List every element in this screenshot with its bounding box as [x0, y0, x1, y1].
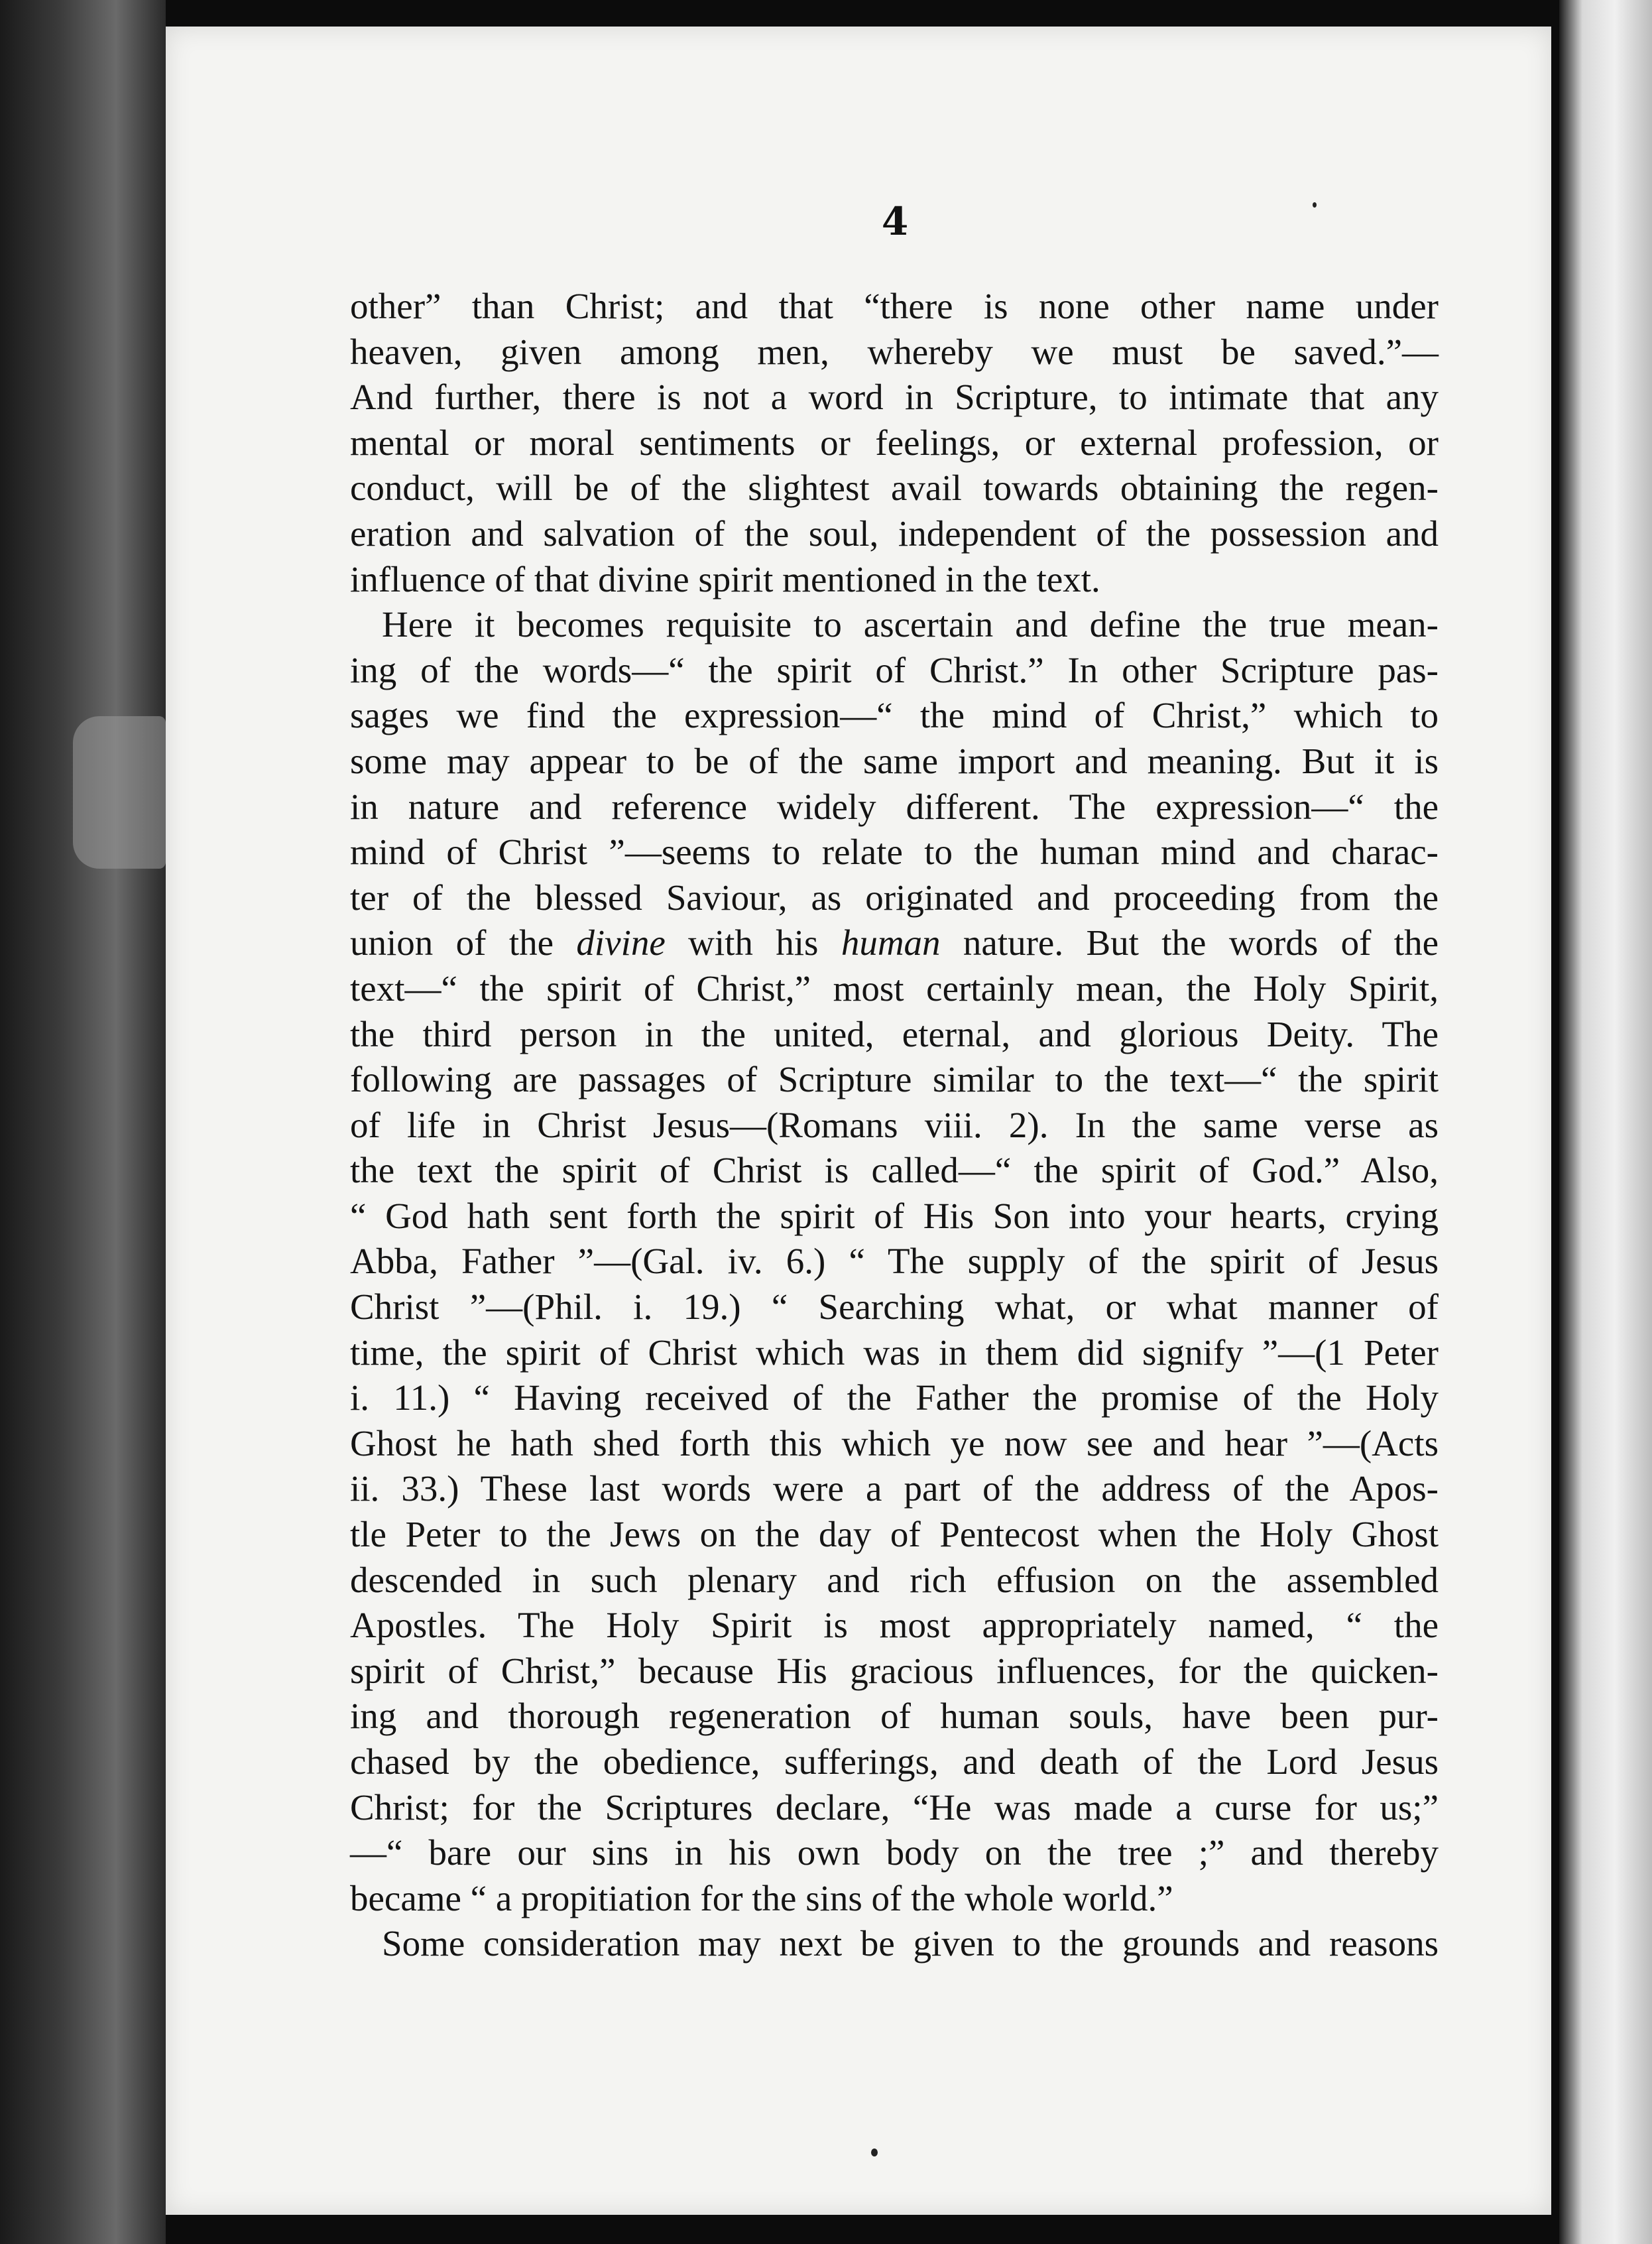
text-line: of life in Christ Jesus—(Romans viii. 2). In the same verse as — [350, 1104, 1439, 1145]
text-line: mind of Christ ”—seems to relate to the human mind and charac- — [350, 832, 1439, 873]
text-line: some may appear to be of the same import and meaning. But it is — [350, 740, 1439, 781]
ink-speck — [1313, 202, 1317, 208]
text-line: Christ ”—(Phil. i. 19.) “ Searching what, or what manner of — [350, 1286, 1439, 1328]
italic-word: divine — [576, 922, 666, 964]
page-number: 4 — [881, 199, 909, 244]
text-line: mental or moral sentiments or feelings, or external profession, or — [350, 422, 1439, 463]
paragraph-start-line: Here it becomes requisite to ascertain and define the true mean- — [382, 604, 1439, 645]
text-line: the text the spirit of Christ is called—“ the spirit of God.” Also, — [350, 1150, 1439, 1191]
text-line: chased by the obedience, sufferings, and death of the Lord Jesus — [350, 1741, 1439, 1782]
text-line: heaven, given among men, whereby we must be saved.”— — [350, 331, 1439, 372]
text-line: time, the spirit of Christ which was in them did signify ”—(1 Peter — [350, 1332, 1439, 1373]
text-line: influence of that divine spirit mentioned in the text. — [350, 558, 1100, 599]
text-line: text—“ the spirit of Christ,” most certainly mean, the Holy Spirit, — [350, 967, 1439, 1009]
ink-speck — [871, 2149, 878, 2156]
text-line: descended in such plenary and rich effusion on the assembled — [350, 1559, 1439, 1600]
text-line: Ghost he hath shed forth this which ye now see and hear ”—(Acts — [350, 1422, 1439, 1464]
body-text — [350, 284, 1439, 1967]
text-line: sages we find the expression—“ the mind of Christ,” which to — [350, 695, 1439, 736]
text-line: tle Peter to the Jews on the day of Pentecost when the Holy Ghost — [350, 1514, 1439, 1555]
text-line: And further, there is not a word in Scripture, to intimate that any — [350, 377, 1439, 418]
text-line: ii. 33.) These last words were a part of the address of the Apos- — [350, 1468, 1439, 1509]
text-line: other” than Christ; and that “there is none other name under — [350, 286, 1439, 326]
text-line-with-italics: union of the divine with his human nature. But the words of the — [350, 922, 1439, 964]
text-line: —“ bare our sins in his own body on the tree ;” and thereby — [350, 1832, 1439, 1873]
text-line: spirit of Christ,” because His gracious influences, for the quicken- — [350, 1650, 1439, 1691]
text-line: ing of the words—“ the spirit of Christ.” In other Scripture pas- — [350, 649, 1439, 690]
text-line: i. 11.) “ Having received of the Father the promise of the Holy — [350, 1377, 1439, 1418]
text-line: became “ a propitiation for the sins of the whole world.” — [350, 1877, 1173, 1918]
torn-paper-edge — [73, 716, 166, 869]
text-line: Christ; for the Scriptures declare, “He was made a curse for us;” — [350, 1786, 1439, 1828]
paragraph-start-line: Some consideration may next be given to the grounds and reasons — [382, 1923, 1439, 1964]
text-line: eration and salvation of the soul, independent of the possession and — [350, 513, 1439, 554]
italic-word: human — [841, 922, 941, 964]
right-page-edge — [1559, 0, 1652, 2244]
left-binding-shadow — [0, 0, 166, 2244]
text-line: in nature and reference widely different. The expression—“ the — [350, 786, 1439, 827]
text-line: Apostles. The Holy Spirit is most appropriately named, “ the — [350, 1605, 1439, 1646]
text-line: “ God hath sent forth the spirit of His Son into your hearts, crying — [350, 1195, 1439, 1236]
text-line: the third person in the united, eternal, and glorious Deity. The — [350, 1013, 1439, 1054]
text-line: ing and thorough regeneration of human souls, have been pur- — [350, 1696, 1439, 1737]
text-line: following are passages of Scripture similar to the text—“ the spirit — [350, 1059, 1439, 1100]
text-line: conduct, will be of the slightest avail towards obtaining the regen- — [350, 468, 1439, 509]
text-line: ter of the blessed Saviour, as originated and proceeding from the — [350, 877, 1439, 918]
text-line: Abba, Father ”—(Gal. iv. 6.) “ The supply of the spirit of Jesus — [350, 1241, 1439, 1282]
